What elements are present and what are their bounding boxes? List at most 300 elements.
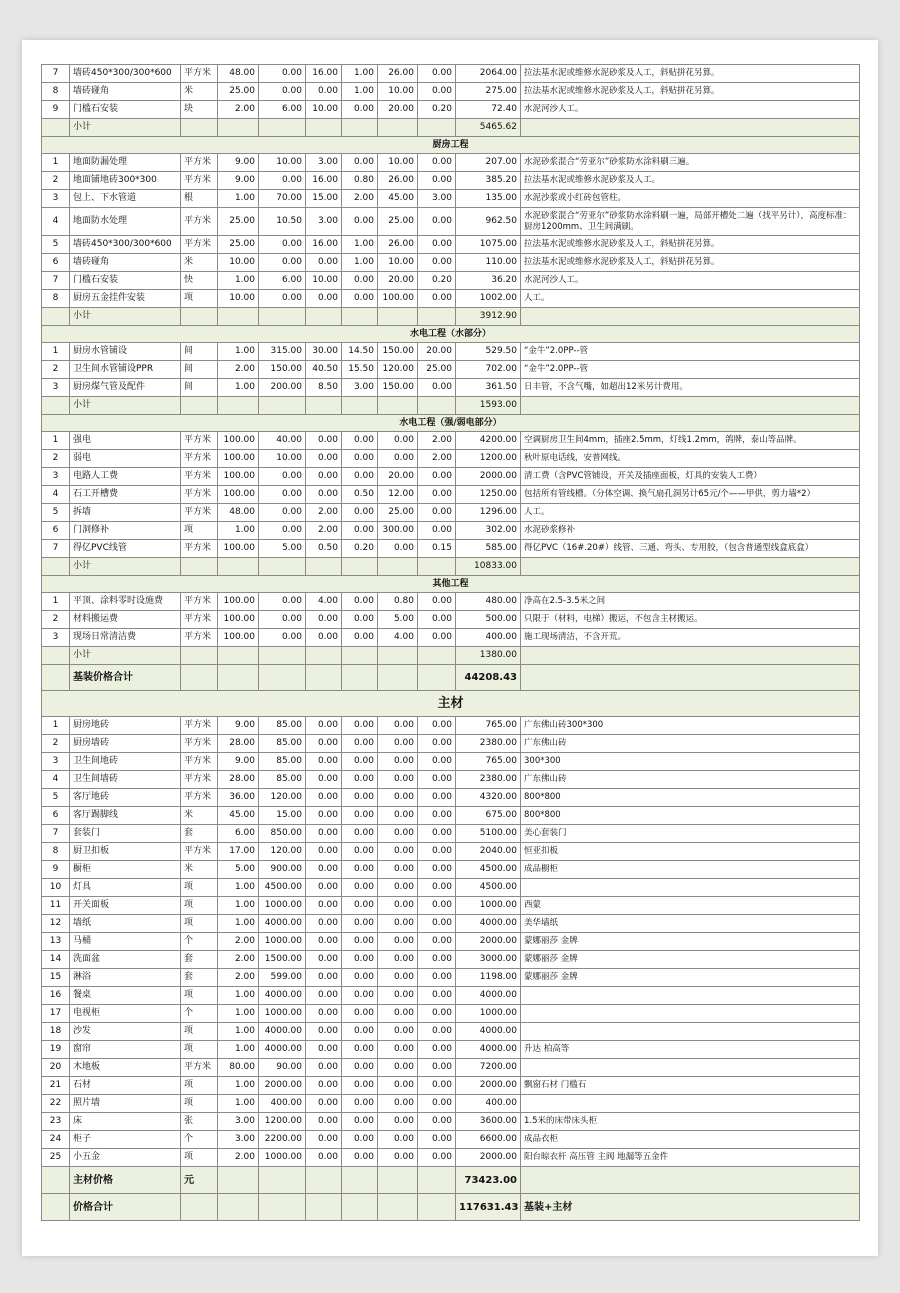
value-cell: 1.00 [218,272,259,290]
value-cell: 315.00 [259,343,306,361]
subtotal-label: 基装价格合计 [70,665,181,691]
item-name-cell: 弱电 [70,450,181,468]
table-row [42,753,860,771]
value-cell: 0.00 [342,753,378,771]
blank-cell [418,308,456,326]
value-cell: 1.00 [218,379,259,397]
value-cell: 0.00 [418,1113,456,1131]
value-cell: 0.00 [378,969,418,987]
unit-cell: 间 [181,379,218,397]
value-cell: 0.00 [342,1113,378,1131]
unit-cell: 米 [181,83,218,101]
table-row [42,1095,860,1113]
item-name-cell: 墙纸 [70,915,181,933]
blank-cell [259,397,306,415]
note-cell: 广东佛山砖300*300 [521,717,860,735]
subtotal-label: 小计 [70,119,181,137]
value-cell: 0.00 [306,486,342,504]
value-cell: 2.00 [306,504,342,522]
value-cell: 0.00 [418,522,456,540]
value-cell: 0.00 [306,468,342,486]
value-cell: 4000.00 [259,1041,306,1059]
value-cell: 2.00 [218,969,259,987]
item-name-cell: 客厅地砖 [70,789,181,807]
note-cell [521,1023,860,1041]
value-cell: 10.00 [218,254,259,272]
unit-cell: 套 [181,825,218,843]
total-cell: 1200.00 [456,450,521,468]
row-number-cell: 20 [42,1059,70,1077]
value-cell: 150.00 [259,361,306,379]
note-cell: 西蒙 [521,897,860,915]
value-cell: 0.00 [342,915,378,933]
value-cell: 1.00 [218,1095,259,1113]
blank-cell [181,647,218,665]
unit-cell: 张 [181,1113,218,1131]
value-cell: 0.00 [418,807,456,825]
item-name-cell: 墙砖450*300/300*600 [70,65,181,83]
value-cell: 4.00 [378,629,418,647]
item-name-cell: 套装门 [70,825,181,843]
unit-cell: 平方米 [181,540,218,558]
value-cell: 0.00 [378,915,418,933]
section-title: 其他工程 [42,576,860,593]
blank-cell [342,1167,378,1194]
total-cell: 4000.00 [456,915,521,933]
note-cell: 800*800 [521,789,860,807]
value-cell: 3.00 [306,154,342,172]
total-cell: 5100.00 [456,825,521,843]
unit-cell: 平方米 [181,236,218,254]
item-name-cell: 材料搬运费 [70,611,181,629]
value-cell: 20.00 [378,468,418,486]
table-row [42,468,860,486]
subtotal-row [42,397,860,415]
item-name-cell: 餐桌 [70,987,181,1005]
value-cell: 1.00 [342,65,378,83]
value-cell: 0.00 [378,753,418,771]
value-cell: 0.00 [342,1059,378,1077]
note-cell: 施工现场清洁，不含开荒。 [521,629,860,647]
value-cell: 25.00 [218,208,259,236]
item-name-cell: 柜子 [70,1131,181,1149]
value-cell: 0.00 [378,1095,418,1113]
total-cell: 275.00 [456,83,521,101]
note-cell: 人工。 [521,504,860,522]
value-cell: 1.00 [218,915,259,933]
item-name-cell: 电路人工费 [70,468,181,486]
row-number-cell: 17 [42,1005,70,1023]
unit-cell: 平方米 [181,717,218,735]
value-cell: 0.00 [342,1005,378,1023]
value-cell: 0.00 [306,1059,342,1077]
value-cell: 0.00 [418,1149,456,1167]
value-cell: 1000.00 [259,933,306,951]
blank-cell [259,1194,306,1221]
unit-cell: 平方米 [181,753,218,771]
value-cell: 0.00 [418,65,456,83]
blank-cell [378,308,418,326]
value-cell: 16.00 [306,65,342,83]
value-cell: 15.00 [306,190,342,208]
value-cell: 90.00 [259,1059,306,1077]
value-cell: 0.00 [418,290,456,308]
unit-cell: 平方米 [181,1059,218,1077]
blank-cell [342,558,378,576]
blank-cell [218,1194,259,1221]
value-cell: 25.00 [378,504,418,522]
value-cell: 1.00 [342,83,378,101]
value-cell: 0.00 [306,1023,342,1041]
note-cell: 拉法基水泥或维修水泥砂浆及人工，斜贴拼花另算。 [521,83,860,101]
note-cell [521,1059,860,1077]
table-row [42,1131,860,1149]
blank-cell [259,665,306,691]
unit-cell: 平方米 [181,154,218,172]
note-cell: 成品橱柜 [521,861,860,879]
row-number-cell: 3 [42,379,70,397]
value-cell: 1.00 [342,236,378,254]
value-cell: 0.00 [259,486,306,504]
value-cell: 0.00 [306,969,342,987]
row-number-cell: 6 [42,254,70,272]
blank-cell [42,119,70,137]
unit-cell: 项 [181,897,218,915]
note-cell: 水泥砂浆修补 [521,522,860,540]
value-cell: 0.00 [418,771,456,789]
section-title-row [42,137,860,154]
value-cell: 0.00 [342,951,378,969]
value-cell: 1.00 [218,879,259,897]
item-name-cell: 强电 [70,432,181,450]
value-cell: 0.00 [418,861,456,879]
note-cell: 蒙娜丽莎 金牌 [521,969,860,987]
item-name-cell: 包上、下水管道 [70,190,181,208]
row-number-cell: 1 [42,593,70,611]
table-row [42,65,860,83]
row-number-cell: 14 [42,951,70,969]
value-cell: 0.00 [418,825,456,843]
unit-cell: 个 [181,933,218,951]
value-cell: 0.00 [342,1095,378,1113]
value-cell: 120.00 [378,361,418,379]
value-cell: 0.00 [342,101,378,119]
row-number-cell: 3 [42,629,70,647]
value-cell: 100.00 [218,540,259,558]
value-cell: 0.00 [342,897,378,915]
table-row [42,629,860,647]
value-cell: 0.00 [342,1131,378,1149]
value-cell: 0.00 [342,272,378,290]
value-cell: 1000.00 [259,897,306,915]
section-title-row [42,326,860,343]
subtotal-value: 1593.00 [456,397,521,415]
row-number-cell: 25 [42,1149,70,1167]
total-cell: 585.00 [456,540,521,558]
value-cell: 120.00 [259,843,306,861]
value-cell: 150.00 [378,379,418,397]
table-row [42,1149,860,1167]
blank-cell [521,647,860,665]
value-cell: 48.00 [218,504,259,522]
value-cell: 10.00 [259,154,306,172]
value-cell: 0.00 [306,753,342,771]
total-cell: 3600.00 [456,1113,521,1131]
value-cell: 2.00 [218,361,259,379]
table-row [42,208,860,236]
value-cell: 0.00 [418,789,456,807]
table-row [42,154,860,172]
value-cell: 100.00 [218,468,259,486]
item-name-cell: 卫生间墙砖 [70,771,181,789]
value-cell: 9.00 [218,717,259,735]
value-cell: 0.00 [418,486,456,504]
value-cell: 3.00 [218,1131,259,1149]
value-cell: 0.00 [306,807,342,825]
value-cell: 4500.00 [259,879,306,897]
value-cell: 0.00 [259,468,306,486]
subtotal-row [42,558,860,576]
item-name-cell: 厨房墙砖 [70,735,181,753]
total-cell: 1198.00 [456,969,521,987]
value-cell: 0.00 [378,1149,418,1167]
table-row [42,717,860,735]
total-cell: 702.00 [456,361,521,379]
item-name-cell: 照片墙 [70,1095,181,1113]
value-cell: 9.00 [218,172,259,190]
value-cell: 0.00 [378,933,418,951]
value-cell: 20.00 [378,272,418,290]
note-cell [521,1005,860,1023]
value-cell: 100.00 [218,611,259,629]
value-cell: 2.00 [306,522,342,540]
blank-cell [306,308,342,326]
value-cell: 0.00 [418,969,456,987]
table-row [42,254,860,272]
blank-cell [42,308,70,326]
item-name-cell: 墙砖碰角 [70,83,181,101]
value-cell: 100.00 [218,450,259,468]
note-cell: 日丰管，不含气嘴，如超出12米另计费用。 [521,379,860,397]
blank-cell [521,119,860,137]
blank-cell [342,1194,378,1221]
blank-cell [181,665,218,691]
note-cell: 拉法基水泥或维修水泥砂浆及人工，斜贴拼花另算。 [521,254,860,272]
row-number-cell: 5 [42,789,70,807]
value-cell: 0.00 [342,432,378,450]
value-cell: 0.00 [418,172,456,190]
total-cell: 765.00 [456,717,521,735]
value-cell: 2.00 [342,190,378,208]
total-cell: 2000.00 [456,468,521,486]
total-cell: 765.00 [456,753,521,771]
total-cell: 529.50 [456,343,521,361]
total-cell: 361.50 [456,379,521,397]
value-cell: 0.00 [418,915,456,933]
note-cell: 拉法基水泥或维修水泥砂浆及人工，斜贴拼花另算。 [521,65,860,83]
table-row [42,361,860,379]
value-cell: 20.00 [418,343,456,361]
note-cell: 只限于（材料，电梯）搬运，不包含主材搬运。 [521,611,860,629]
value-cell: 40.50 [306,361,342,379]
value-cell: 0.00 [418,735,456,753]
value-cell: 85.00 [259,753,306,771]
total-cell: 1075.00 [456,236,521,254]
unit-cell: 项 [181,1023,218,1041]
row-number-cell: 1 [42,154,70,172]
blank-cell [218,397,259,415]
item-name-cell: 客厅踢脚线 [70,807,181,825]
value-cell: 0.00 [259,290,306,308]
table-row [42,450,860,468]
value-cell: 0.00 [418,504,456,522]
row-number-cell: 19 [42,1041,70,1059]
value-cell: 0.00 [342,468,378,486]
value-cell: 0.00 [378,1131,418,1149]
value-cell: 1.00 [218,343,259,361]
value-cell: 0.00 [418,717,456,735]
total-cell: 6600.00 [456,1131,521,1149]
value-cell: 26.00 [378,172,418,190]
value-cell: 0.00 [306,254,342,272]
item-name-cell: 石材 [70,1077,181,1095]
total-cell: 72.40 [456,101,521,119]
value-cell: 0.00 [418,1095,456,1113]
value-cell: 0.00 [418,154,456,172]
unit-cell: 米 [181,807,218,825]
unit-cell: 平方米 [181,172,218,190]
note-cell: 阳台晾衣杆 高压管 主阀 地漏等五金件 [521,1149,860,1167]
value-cell: 1.00 [342,254,378,272]
value-cell: 0.00 [342,629,378,647]
total-cell: 4500.00 [456,861,521,879]
value-cell: 0.00 [418,629,456,647]
total-cell: 36.20 [456,272,521,290]
value-cell: 0.00 [306,1113,342,1131]
value-cell: 2.00 [218,101,259,119]
blank-cell [306,1194,342,1221]
unit-cell: 平方米 [181,504,218,522]
blank-cell [218,119,259,137]
value-cell: 0.00 [342,1023,378,1041]
note-cell: 升达 柏高等 [521,1041,860,1059]
value-cell: 6.00 [259,101,306,119]
value-cell: 0.00 [418,933,456,951]
value-cell: 0.00 [378,1041,418,1059]
value-cell: 1000.00 [259,1149,306,1167]
grand-total-note: 基装+主材 [521,1194,860,1221]
value-cell: 0.00 [378,861,418,879]
total-cell: 1002.00 [456,290,521,308]
blank-cell [218,665,259,691]
grand-total-value: 73423.00 [456,1167,521,1194]
unit-cell: 平方米 [181,208,218,236]
row-number-cell: 1 [42,432,70,450]
value-cell: 100.00 [378,290,418,308]
value-cell: 0.00 [418,468,456,486]
table-row [42,522,860,540]
base-total-row [42,665,860,691]
value-cell: 0.00 [378,1023,418,1041]
value-cell: 0.00 [306,1077,342,1095]
note-cell: 拉法基水泥或维修水泥砂浆及人工。 [521,172,860,190]
value-cell: 900.00 [259,861,306,879]
grand-total-row [42,1167,860,1194]
value-cell: 0.00 [378,987,418,1005]
value-cell: 0.00 [306,432,342,450]
value-cell: 0.00 [378,450,418,468]
value-cell: 0.00 [378,789,418,807]
value-cell: 1.00 [218,987,259,1005]
section-title-row [42,415,860,432]
blank-cell [42,665,70,691]
value-cell: 14.50 [342,343,378,361]
blank-cell [418,558,456,576]
row-number-cell: 8 [42,290,70,308]
blank-cell [418,1194,456,1221]
value-cell: 0.00 [342,969,378,987]
unit-cell: 平方米 [181,65,218,83]
note-cell: 飘窗石材 门槛石 [521,1077,860,1095]
note-cell: 水泥砂浆混合“劳亚尔”砂浆防水涂料刷三遍。 [521,154,860,172]
value-cell: 0.00 [306,611,342,629]
value-cell: 1.00 [218,522,259,540]
row-number-cell: 9 [42,101,70,119]
note-cell: 拉法基水泥或维修水泥砂浆及人工，斜贴拼花另算。 [521,236,860,254]
value-cell: 25.00 [418,361,456,379]
value-cell: 0.00 [306,1041,342,1059]
row-number-cell: 8 [42,843,70,861]
value-cell: 0.00 [342,771,378,789]
value-cell: 0.00 [342,825,378,843]
value-cell: 3.00 [218,1113,259,1131]
value-cell: 26.00 [378,236,418,254]
total-cell: 962.50 [456,208,521,236]
value-cell: 5.00 [259,540,306,558]
table-row [42,593,860,611]
value-cell: 0.00 [378,432,418,450]
table-row [42,611,860,629]
table-row [42,1041,860,1059]
value-cell: 300.00 [378,522,418,540]
row-number-cell: 23 [42,1113,70,1131]
section-title-row [42,576,860,593]
blank-cell [418,1167,456,1194]
value-cell: 0.20 [342,540,378,558]
unit-cell: 项 [181,522,218,540]
value-cell: 8.50 [306,379,342,397]
subtotal-label: 小计 [70,397,181,415]
blank-cell [418,397,456,415]
total-cell: 110.00 [456,254,521,272]
blank-cell [378,397,418,415]
table-row [42,1059,860,1077]
unit-cell: 项 [181,1149,218,1167]
total-cell: 4500.00 [456,879,521,897]
value-cell: 0.00 [378,540,418,558]
value-cell: 45.00 [378,190,418,208]
note-cell: 恒亚扣板 [521,843,860,861]
unit-cell: 项 [181,1041,218,1059]
table-row [42,933,860,951]
total-cell: 302.00 [456,522,521,540]
row-number-cell: 7 [42,540,70,558]
value-cell: 6.00 [259,272,306,290]
note-cell: 包括所有管线槽。（分体空调、换气扇孔洞另计65元/个——甲供，剪力墙*2） [521,486,860,504]
note-cell [521,1095,860,1113]
row-number-cell: 4 [42,208,70,236]
value-cell: 0.00 [306,897,342,915]
